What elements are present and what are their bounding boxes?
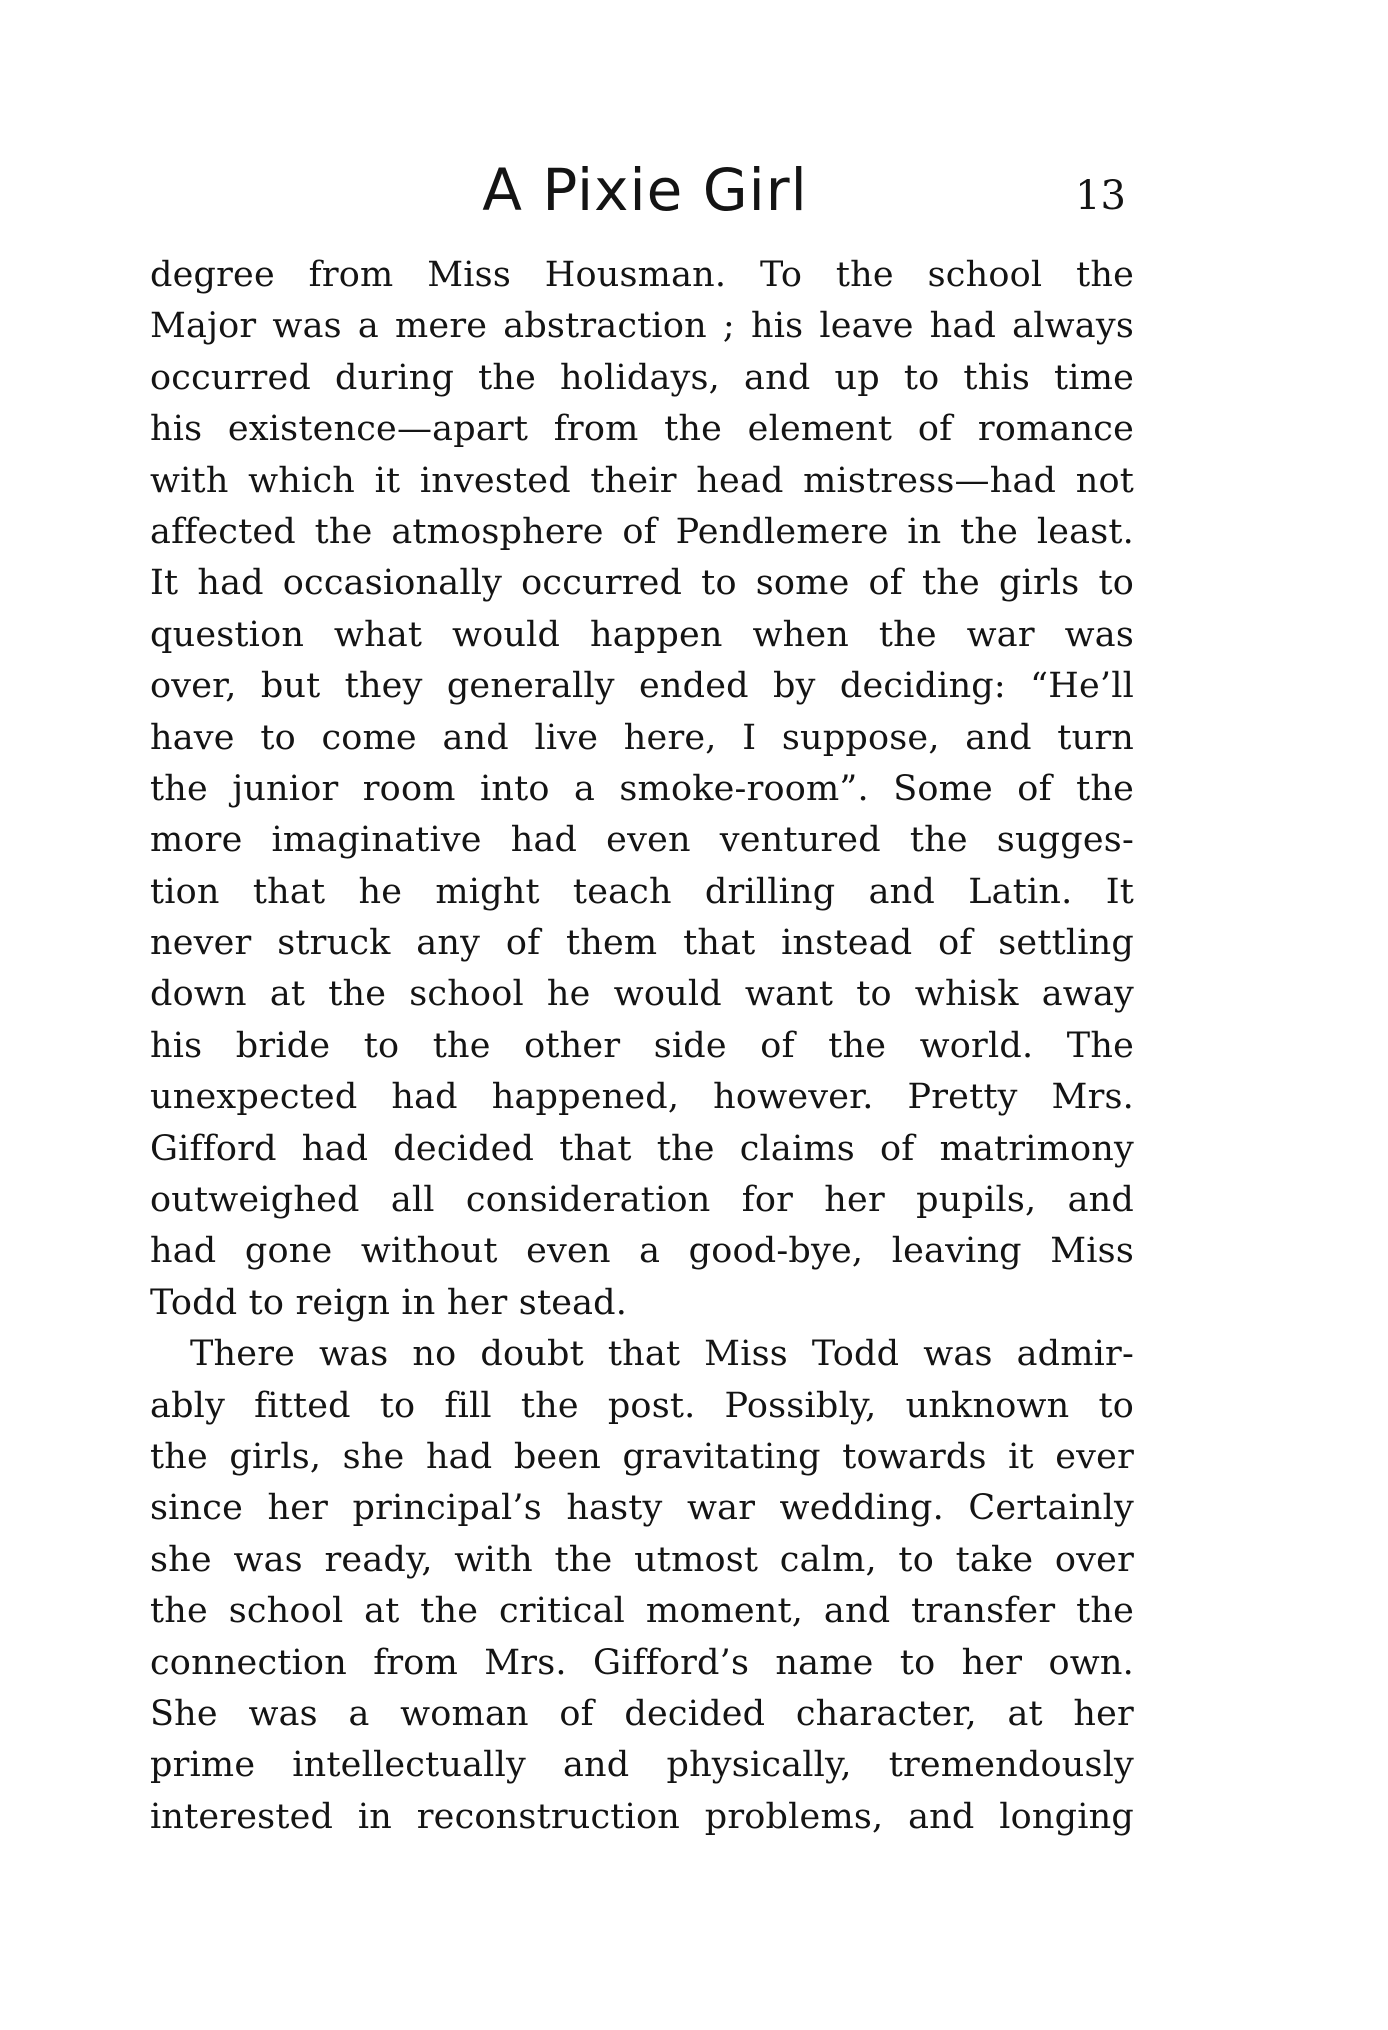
- text-line: affected the atmosphere of Pendlemere in the least.: [150, 511, 1134, 552]
- text-line: the girls, she had been gravitating towards it ever: [150, 1436, 1134, 1477]
- page-number: 13: [1075, 173, 1126, 219]
- text-line: outweighed all consideration for her pupils, and: [150, 1180, 1134, 1221]
- text-line: his existence—apart from the element of romance: [150, 409, 1134, 450]
- text-line: with which it invested their head mistress—had not: [150, 460, 1134, 501]
- text-line: There was no doubt that Miss Todd was admir-: [190, 1334, 1134, 1375]
- text-line: over, but they generally ended by deciding: “He’ll: [150, 666, 1134, 707]
- text-line: connection from Mrs. Gifford’s name to her own.: [150, 1642, 1134, 1683]
- text-line: Gifford had decided that the claims of matrimony: [150, 1128, 1134, 1169]
- text-line: never struck any of them that instead of settling: [150, 923, 1134, 964]
- text-line: more imaginative had even ventured the sugges-: [150, 820, 1134, 861]
- text-line: Major was a mere abstraction ; his leave had always: [150, 306, 1134, 347]
- text-line: degree from Miss Housman. To the school the: [150, 255, 1134, 295]
- text-line: occurred during the holidays, and up to this time: [150, 357, 1134, 398]
- text-line: It had occasionally occurred to some of the girls to: [150, 563, 1134, 604]
- text-line: down at the school he would want to whisk away: [150, 974, 1134, 1015]
- text-line: prime intellectually and physically, tremendously: [150, 1745, 1134, 1786]
- text-line: the junior room into a smoke-room”. Some of the: [150, 768, 1134, 809]
- running-head: [150, 150, 1140, 230]
- text-line: unexpected had happened, however. Pretty Mrs.: [150, 1077, 1134, 1118]
- text-line: his bride to the other side of the world. The: [150, 1025, 1134, 1066]
- text-line: She was a woman of decided character, at her: [150, 1693, 1134, 1734]
- paragraph-2: [150, 1329, 1134, 1843]
- text-line: the school at the critical moment, and transfer the: [150, 1591, 1134, 1632]
- text-line: Todd to reign in her stead.: [150, 1282, 628, 1323]
- text-line: she was ready, with the utmost calm, to take over: [150, 1539, 1134, 1580]
- text-line: interested in reconstruction problems, and longing: [150, 1796, 1134, 1837]
- running-title: A Pixie Girl: [482, 156, 808, 224]
- text-line: tion that he might teach drilling and Latin. It: [150, 871, 1134, 912]
- text-line: had gone without even a good-bye, leaving Miss: [150, 1231, 1134, 1272]
- text-line: have to come and live here, I suppose, and turn: [150, 717, 1134, 758]
- text-line: since her principal’s hasty war wedding. Certainly: [150, 1488, 1134, 1529]
- text-line: question what would happen when the war was: [150, 614, 1134, 655]
- paragraph-1: [150, 250, 1134, 1329]
- body-text: [150, 250, 1134, 1843]
- text-line: ably fitted to fill the post. Possibly, unknown to: [150, 1385, 1134, 1426]
